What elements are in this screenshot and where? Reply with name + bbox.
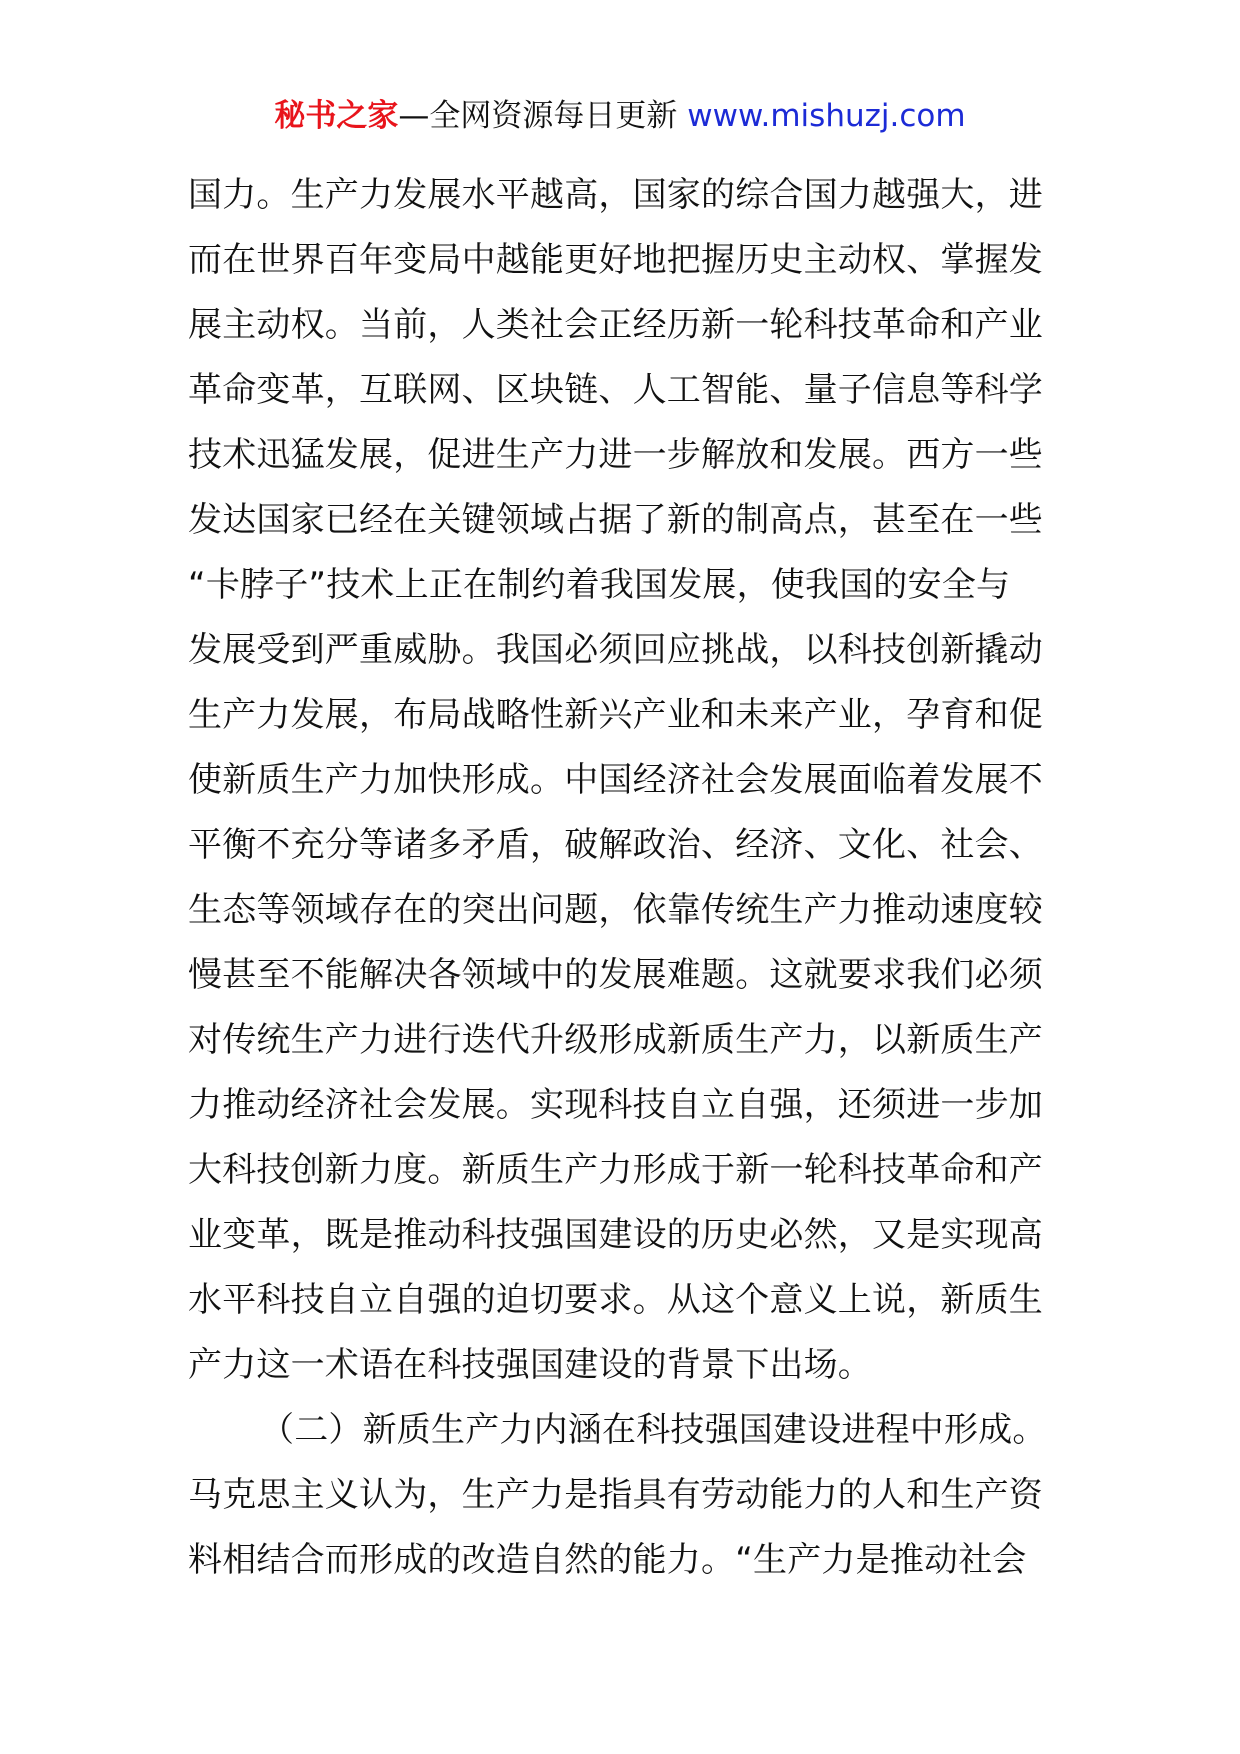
text-line: 生产力发展，布局战略性新兴产业和未来产业，孕育和促 [188, 695, 1043, 735]
text-line: 对传统生产力进行迭代升级形成新质生产力，以新质生产 [188, 1020, 1043, 1060]
text-line: 力推动经济社会发展。实现科技自立自强，还须进一步加 [188, 1085, 1043, 1125]
text-line: 使新质生产力加快形成。中国经济社会发展面临着发展不 [188, 760, 1043, 800]
header-tagline: —全网资源每日更新 [398, 98, 688, 134]
text-line: 发达国家已经在关键领域占据了新的制高点，甚至在一些 [188, 500, 1043, 540]
text-line: 发展受到严重威胁。我国必须回应挑战，以科技创新撬动 [188, 630, 1043, 670]
text-line: 产力这一术语在科技强国建设的背景下出场。 [188, 1345, 872, 1385]
text-line: 马克思主义认为，生产力是指具有劳动能力的人和生产资 [188, 1475, 1043, 1515]
text-line: 料相结合而形成的改造自然的能力。“生产力是推动社会 [188, 1540, 1027, 1580]
text-line: 而在世界百年变局中越能更好地把握历史主动权、掌握发 [188, 240, 1043, 280]
header-url-link[interactable]: www.mishuzj.com [687, 98, 966, 134]
text-line: 水平科技自立自强的迫切要求。从这个意义上说，新质生 [188, 1280, 1043, 1320]
text-line: “卡脖子”技术上正在制约着我国发展，使我国的安全与 [188, 565, 1011, 605]
header-brand: 秘书之家 [274, 98, 399, 134]
text-line: 技术迅猛发展，促进生产力进一步解放和发展。西方一些 [188, 435, 1043, 475]
document-body [188, 163, 1068, 1593]
text-line: 慢甚至不能解决各领域中的发展难题。这就要求我们必须 [188, 955, 1043, 995]
text-line: 平衡不充分等诸多矛盾，破解政治、经济、文化、社会、 [188, 825, 1043, 865]
text-line: 业变革，既是推动科技强国建设的历史必然，又是实现高 [188, 1215, 1043, 1255]
text-line: 大科技创新力度。新质生产力形成于新一轮科技革命和产 [188, 1150, 1043, 1190]
page-header [0, 96, 1240, 136]
text-line: 革命变革，互联网、区块链、人工智能、量子信息等科学 [188, 370, 1043, 410]
text-line: 生态等领域存在的突出问题，依靠传统生产力推动速度较 [188, 890, 1043, 930]
section-heading: （二）新质生产力内涵在科技强国建设进程中形成。 [260, 1410, 1047, 1450]
text-line: 国力。生产力发展水平越高，国家的综合国力越强大，进 [188, 175, 1043, 215]
text-line: 展主动权。当前，人类社会正经历新一轮科技革命和产业 [188, 305, 1043, 345]
